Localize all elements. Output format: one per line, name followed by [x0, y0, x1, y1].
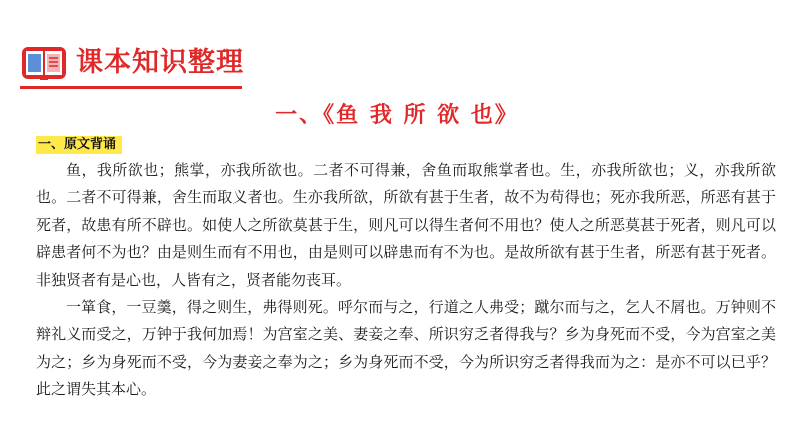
body-text	[36, 157, 776, 404]
header-underline	[20, 86, 242, 89]
page-title: 一、《鱼 我 所 欲 也》	[275, 103, 519, 128]
header-title: 课本知识整理	[76, 47, 244, 78]
book-icon	[20, 43, 68, 83]
section-label: 一、原文背诵	[36, 136, 122, 154]
section-header	[20, 43, 244, 83]
paragraph-2: 一箪食，一豆羹，得之则生，弗得则死。呼尔而与之，行道之人弗受；蹴尔而与之，乞人不屑也。万钟则不辩礼义而受之，万钟于我何加焉！为宫室之美、妻妾之奉、所识穷乏者得我与？乡为身死而不受，今为宫室之美为之；乡为身死而不受，今为妻妾之奉为之；乡为身死而不受，今为所识穷乏者得我而为之：是亦不可以已乎？此之谓失其本心。	[36, 298, 776, 399]
paragraph-1: 鱼，我所欲也；熊掌，亦我所欲也。二者不可得兼，舍鱼而取熊掌者也。生，亦我所欲也；义，亦我所欲也。二者不可得兼，舍生而取义者也。生亦我所欲，所欲有甚于生者，故不为苟得也；死亦我所恶，所恶有甚于死者，故患有所不辟也。如使人之所欲莫甚于生，则凡可以得生者何不用也？使人之所恶莫甚于死者，则凡可以辟患者何不为也？由是则生而有不用也，由是则可以辟患而有不为也。是故所欲有甚于生者，所恶有甚于死者。非独贤者有是心也，人皆有之，贤者能勿丧耳。	[36, 161, 776, 289]
